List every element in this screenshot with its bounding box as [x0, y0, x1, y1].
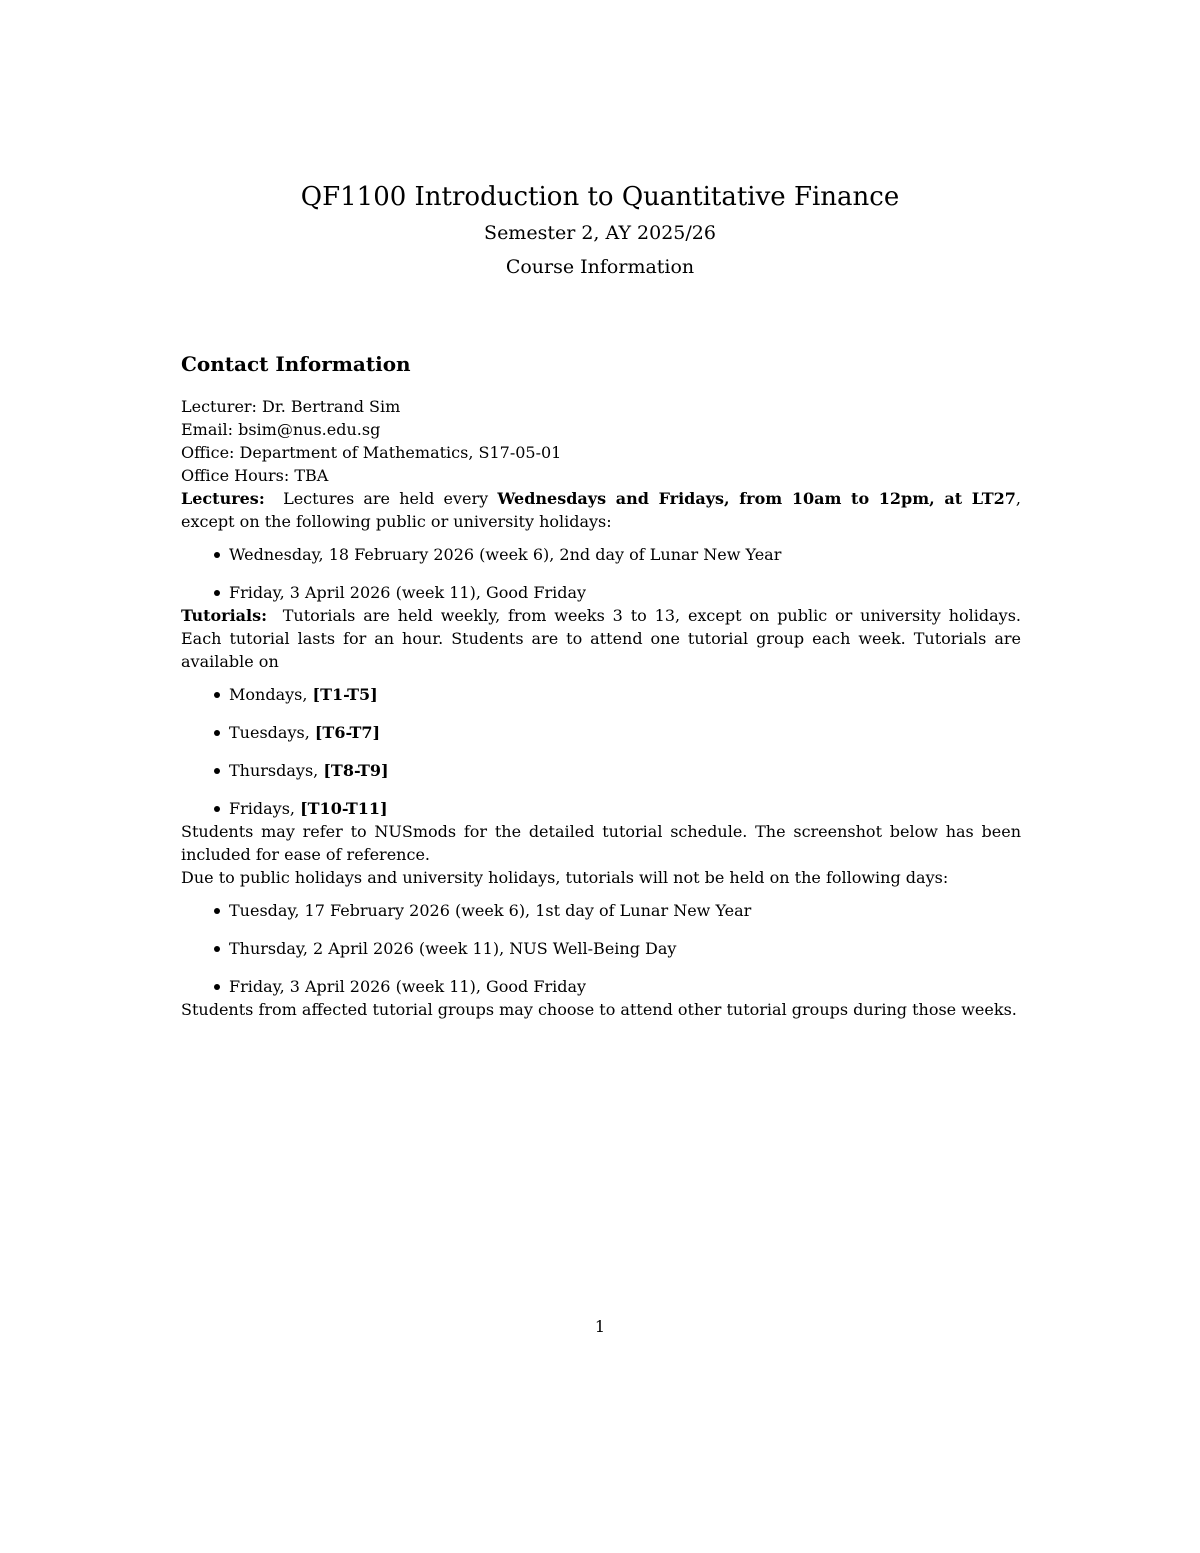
- contact-heading: Contact Information: [181, 352, 411, 376]
- tutorial-groups: [T10-T11]: [300, 799, 388, 818]
- tutorial-groups: [T1-T5]: [312, 685, 378, 704]
- course-title: QF1100 Introduction to Quantitative Finance: [300, 182, 900, 212]
- lecturer-line: Lecturer: Dr. Bertrand Sim: [181, 397, 401, 416]
- lectures-paragraph: [181, 487, 1021, 533]
- lectures-label: Lectures:: [181, 489, 265, 508]
- page-number: 1: [594, 1317, 606, 1336]
- lectures-text-after: , except on the following public or university holidays:: [181, 489, 1022, 531]
- closing-paragraph: Students from affected tutorial groups may choose to attend other tutorial groups during those weeks.: [181, 1000, 1017, 1019]
- list-item: [181, 797, 1021, 820]
- email-line: Email: bsim@nus.edu.sg: [181, 420, 381, 439]
- tutorial-groups: [T8-T9]: [323, 761, 389, 780]
- office-hours-line: Office Hours: TBA: [181, 466, 329, 485]
- document-body: [181, 350, 1021, 1021]
- list-item: [181, 683, 1021, 706]
- semester-line: Semester 2, AY 2025/26: [484, 222, 716, 244]
- tutorial-holiday-intro: Due to public holidays and university holidays, tutorials will not be held on the following days:: [181, 868, 949, 887]
- tutorials-text: Tutorials are held weekly, from weeks 3 to 13, except on public or university holidays. Each tutorial lasts for an hour. Students are to attend one tutorial group each week. Tutorials are available on: [181, 606, 1021, 671]
- title-block: [0, 178, 1200, 284]
- list-item: Friday, 3 April 2026 (week 11), Good Friday: [181, 975, 1021, 998]
- contact-block: [181, 395, 1021, 487]
- tutorial-days-list: [181, 683, 1021, 820]
- list-item: Wednesday, 18 February 2026 (week 6), 2nd day of Lunar New Year: [181, 543, 1021, 566]
- list-item: Thursday, 2 April 2026 (week 11), NUS Well-Being Day: [181, 937, 1021, 960]
- lecture-holiday-list: [181, 543, 1021, 604]
- lectures-schedule: Wednesdays and Fridays, from 10am to 12pm, at LT27: [497, 489, 1016, 508]
- office-line: Office: Department of Mathematics, S17-05-01: [181, 443, 562, 462]
- list-item: Friday, 3 April 2026 (week 11), Good Friday: [181, 581, 1021, 604]
- tutorial-day: Mondays,: [229, 685, 313, 704]
- tutorial-day: Fridays,: [229, 799, 301, 818]
- tutorials-paragraph: [181, 604, 1021, 673]
- document-subtitle: Course Information: [505, 256, 695, 278]
- tutorials-label: Tutorials:: [181, 606, 267, 625]
- lectures-text-before: Lectures are held every: [283, 489, 498, 508]
- nusmods-note: Students may refer to NUSmods for the detailed tutorial schedule. The screenshot below has been included for ease of reference.: [181, 822, 1021, 864]
- list-item: [181, 721, 1021, 744]
- tutorial-holiday-list: [181, 899, 1021, 998]
- tutorial-day: Tuesdays,: [229, 723, 315, 742]
- list-item: Tuesday, 17 February 2026 (week 6), 1st day of Lunar New Year: [181, 899, 1021, 922]
- tutorial-groups: [T6-T7]: [314, 723, 381, 742]
- tutorial-day: Thursdays,: [229, 761, 324, 780]
- list-item: [181, 759, 1021, 782]
